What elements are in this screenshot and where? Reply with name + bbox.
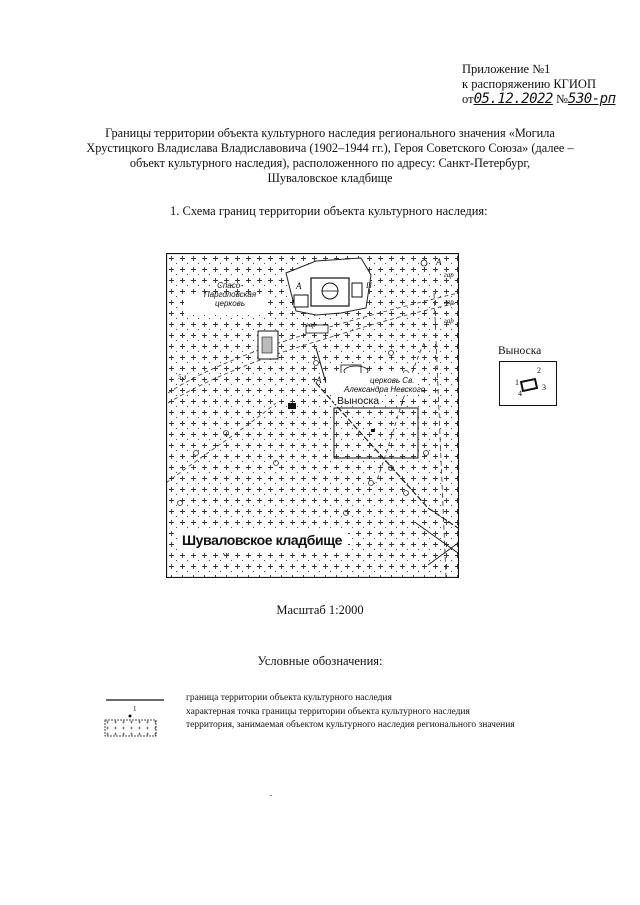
date-prefix: от (462, 92, 474, 106)
legend-item-boundary (104, 693, 624, 707)
legend-point-number: 1 (133, 705, 137, 713)
title-line1: Границы территории объекта культурного наследия регионального значения «Могила (105, 126, 555, 140)
church1-name: Спасо-Парголовская (203, 281, 257, 299)
map-scale: Масштаб 1:2000 (276, 603, 364, 617)
map-mark-a1: A (436, 257, 442, 267)
church2-name: церковь Св. (370, 376, 415, 385)
map-mark-road: 5.л (178, 373, 187, 381)
map-callout-label: Выноска (337, 395, 380, 407)
map-mark-p: П (366, 281, 372, 290)
church1-type: церковь (214, 299, 246, 308)
hatched-area-icon (104, 719, 158, 737)
cemetery-label: Шуваловское кладбище (182, 532, 343, 548)
callout-box (499, 361, 557, 406)
point-1-label: 1 (515, 378, 519, 387)
point-3-label: 3 (542, 383, 546, 392)
boundary-map (166, 253, 459, 578)
map-mark-gar1: гар (444, 271, 454, 279)
map-mark-a3: A (316, 375, 322, 385)
church2-dedication: Александра Невского (344, 385, 426, 394)
map-mark-gar4: гар (306, 321, 316, 329)
boundary-line-icon (104, 693, 158, 707)
legend-title: Условные обозначения: (257, 654, 383, 668)
map-mark-gar2: гар (444, 298, 454, 306)
legend-item-point (104, 707, 624, 721)
callout-svg (499, 361, 557, 406)
point-2-label: 2 (537, 366, 541, 375)
title-line2: Хрустицкого Владислава Владиславовича (1902–1944 гг.), Героя Советского Союза» (далее – (86, 141, 574, 155)
handwritten-number: 530-рп (567, 91, 616, 107)
title-line4: Шуваловское кладбище (267, 171, 393, 185)
section-heading: 1. Схема границ территории объекта культурного наследия: (170, 204, 488, 218)
number-prefix: № (555, 92, 568, 106)
appendix-header (462, 62, 632, 107)
appendix-line2: к распоряжению КГИОП (462, 77, 596, 91)
handwritten-date: 05.12.2022 (473, 91, 553, 107)
scan-artifact (270, 795, 272, 796)
appendix-line1: Приложение №1 (462, 62, 551, 76)
church2-label (344, 376, 425, 394)
legend-text-point: характерная точка границы территории объекта культурного наследия (186, 707, 470, 717)
title-line3: объект культурного наследия), расположенного по адресу: Санкт-Петербург, (129, 156, 531, 170)
map-mark-gar3: гар (444, 317, 454, 325)
appendix-date-line (462, 92, 632, 107)
map-mark-a2: A (296, 281, 302, 291)
callout-label: Выноска (498, 345, 542, 357)
legend-item-territory (104, 720, 624, 740)
church1-label (200, 281, 260, 308)
legend-text-boundary: граница территории объекта культурного наследия (186, 693, 392, 703)
document-title (70, 126, 590, 186)
point-4-label: 4 (518, 389, 522, 398)
legend-text-territory: территория, занимаемая объектом культурного наследия регионального значения (186, 720, 515, 730)
